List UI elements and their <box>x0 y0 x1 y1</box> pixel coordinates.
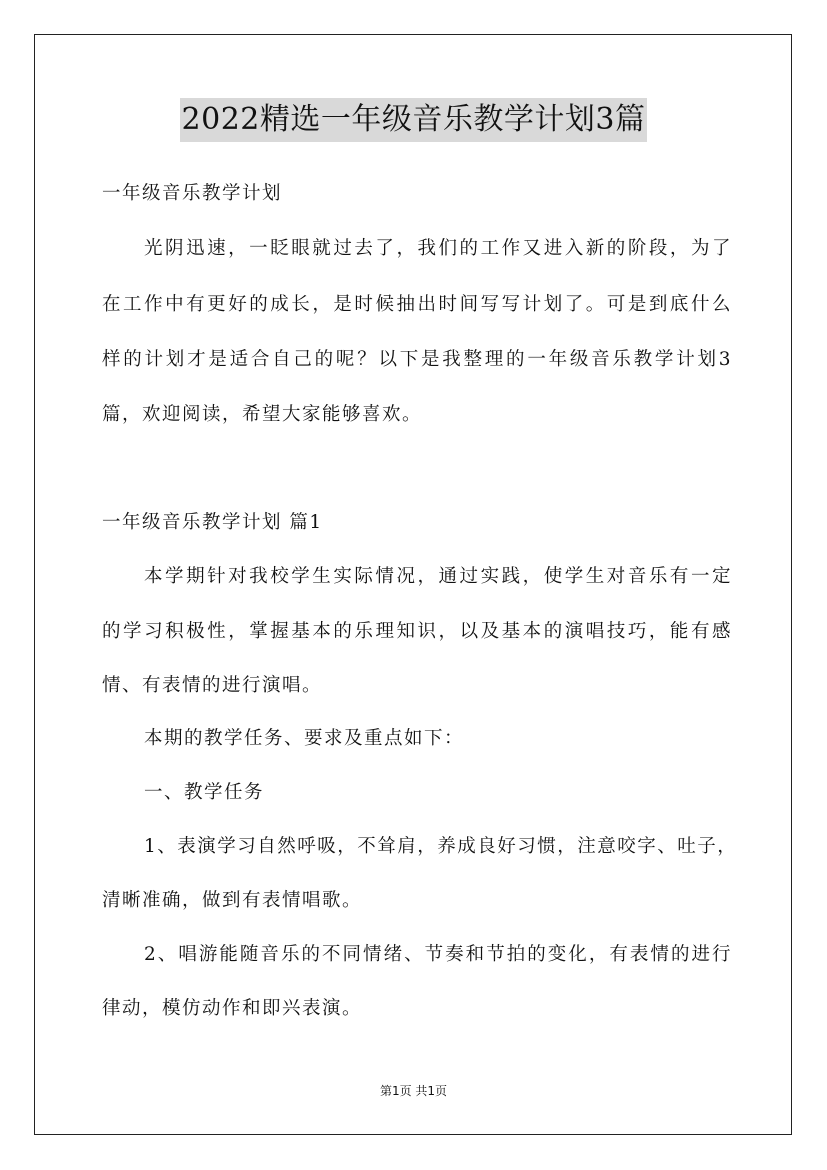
subsection-heading: 一、教学任务 <box>144 782 265 803</box>
paragraph-line: 本期的教学任务、要求及重点如下： <box>144 728 465 749</box>
document-title: 2022精选一年级音乐教学计划3篇 <box>180 98 648 142</box>
list-item-line: 2、唱游能随音乐的不同情绪、节奏和节拍的变化，有表情的进行 <box>144 944 732 965</box>
page-footer: 第1页 共1页 <box>379 1084 448 1098</box>
list-item-line: 1、表演学习自然呼吸，不耸肩，养成良好习惯，注意咬字、吐子， <box>144 836 738 857</box>
paragraph-line: 的学习积极性，掌握基本的乐理知识，以及基本的演唱技巧，能有感 <box>102 621 732 642</box>
list-item-line: 律动，模仿动作和即兴表演。 <box>102 998 363 1019</box>
paragraph-line: 在工作中有更好的成长，是时候抽出时间写写计划了。可是到底什么 <box>102 294 732 315</box>
section-heading-part1: 一年级音乐教学计划 篇1 <box>102 512 323 533</box>
paragraph-line: 情、有表情的进行演唱。 <box>102 675 323 696</box>
paragraph-line: 样的计划才是适合自己的呢？以下是我整理的一年级音乐教学计划3 <box>102 349 732 370</box>
list-item-line: 清晰准确，做到有表情唱歌。 <box>102 890 363 911</box>
paragraph-line: 本学期针对我校学生实际情况，通过实践，使学生对音乐有一定 <box>144 566 732 587</box>
title-container <box>0 98 827 142</box>
paragraph-line: 篇，欢迎阅读，希望大家能够喜欢。 <box>102 404 423 425</box>
section-heading-intro: 一年级音乐教学计划 <box>102 183 283 204</box>
paragraph-line: 光阴迅速，一眨眼就过去了，我们的工作又进入新的阶段，为了 <box>144 238 732 259</box>
